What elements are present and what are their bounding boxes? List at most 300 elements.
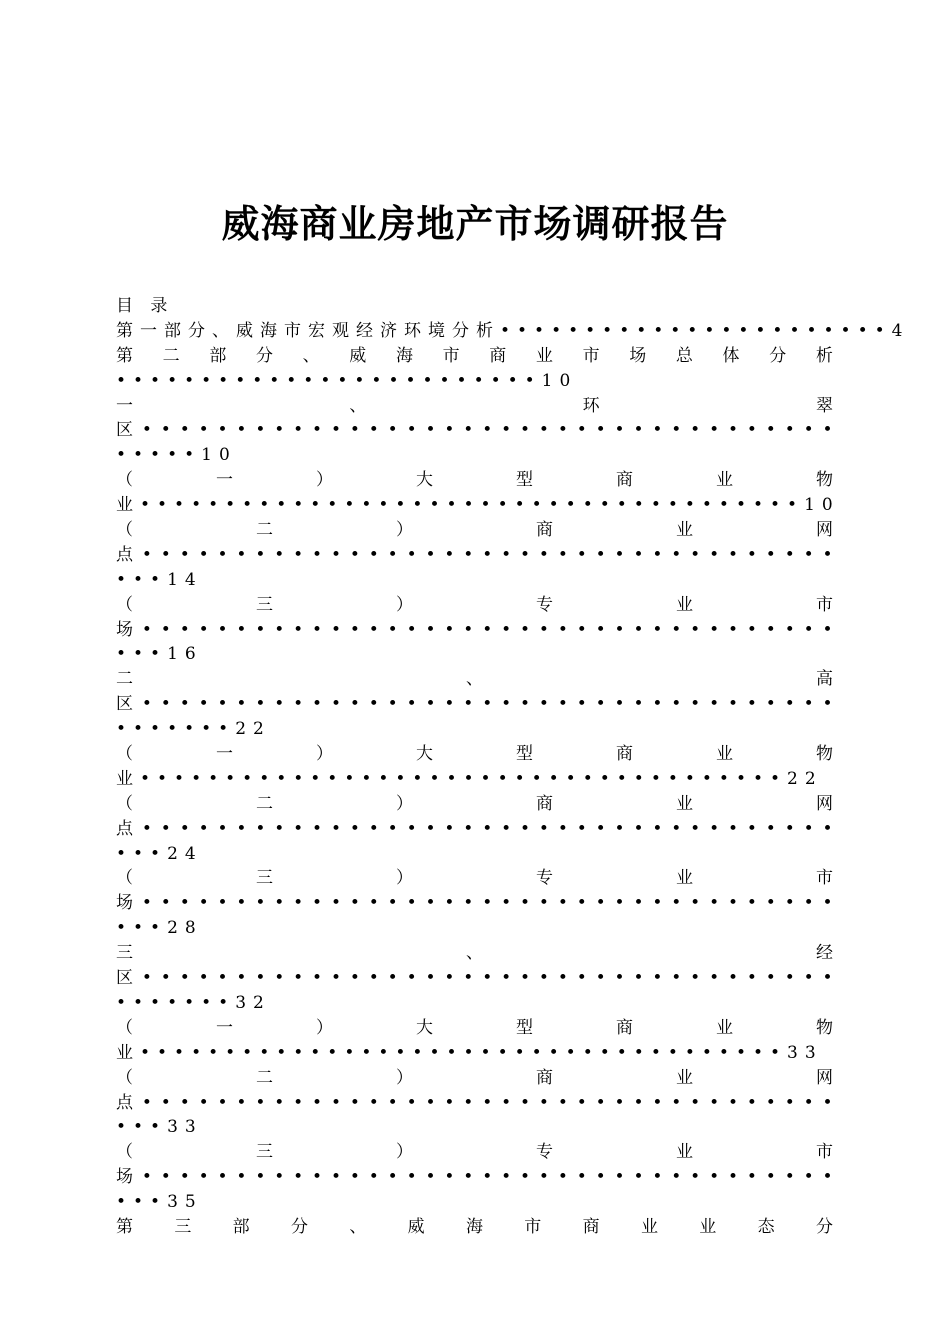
toc-char: 市 xyxy=(582,345,600,366)
toc-line xyxy=(116,667,833,692)
toc-char: • xyxy=(614,694,625,715)
toc-char: • xyxy=(274,818,285,839)
toc-line: •••••10 xyxy=(116,445,237,466)
toc-char: 物 xyxy=(816,1017,833,1038)
toc-line xyxy=(116,418,833,443)
toc-char: 二 xyxy=(256,520,273,541)
toc-char: • xyxy=(368,544,379,565)
toc-char: • xyxy=(501,893,512,914)
toc-char: • xyxy=(690,968,701,989)
toc-line xyxy=(116,792,833,817)
toc-line: •••••••22 xyxy=(116,719,271,740)
toc-char: • xyxy=(179,544,190,565)
toc-char: • xyxy=(387,420,398,441)
toc-char: • xyxy=(236,1092,247,1113)
toc-line xyxy=(116,1215,833,1240)
toc-char: 业 xyxy=(676,793,693,814)
toc-char: 网 xyxy=(816,520,833,541)
toc-char: 三 xyxy=(116,943,133,964)
toc-char: • xyxy=(765,1092,776,1113)
toc-char: • xyxy=(520,968,531,989)
toc-char: • xyxy=(444,1092,455,1113)
toc-char: • xyxy=(746,818,757,839)
toc-char: • xyxy=(595,1092,606,1113)
toc-char: • xyxy=(765,619,776,640)
toc-char: • xyxy=(444,1167,455,1188)
toc-char: • xyxy=(784,420,795,441)
toc-char: • xyxy=(463,1092,474,1113)
toc-line xyxy=(116,1140,833,1165)
toc-char: • xyxy=(463,619,474,640)
toc-char: • xyxy=(652,818,663,839)
toc-char: • xyxy=(822,420,833,441)
toc-char: 二 xyxy=(256,793,273,814)
toc-char: • xyxy=(595,420,606,441)
toc-char: • xyxy=(538,619,549,640)
toc-char: • xyxy=(444,818,455,839)
toc-char: • xyxy=(274,893,285,914)
toc-line xyxy=(116,394,833,419)
toc-char: • xyxy=(368,1167,379,1188)
toc-char: • xyxy=(633,544,644,565)
toc-char: • xyxy=(557,1167,568,1188)
toc-line xyxy=(116,1066,833,1091)
toc-line: 业••••••••••••••••••••••••••••••••••••••22 xyxy=(116,768,823,789)
toc-char: • xyxy=(482,420,493,441)
toc-char: 物 xyxy=(816,470,833,491)
toc-char: 网 xyxy=(816,1067,833,1088)
toc-char: • xyxy=(463,1167,474,1188)
toc-char: • xyxy=(822,968,833,989)
toc-char: • xyxy=(406,544,417,565)
toc-char: • xyxy=(312,1092,323,1113)
toc-line xyxy=(116,866,833,891)
toc-char: 业 xyxy=(676,1142,693,1163)
toc-char: • xyxy=(160,1092,171,1113)
toc-char: • xyxy=(368,968,379,989)
toc-lines xyxy=(116,319,910,1240)
toc-char: • xyxy=(198,420,209,441)
toc-char: • xyxy=(690,420,701,441)
toc-char: • xyxy=(293,420,304,441)
toc-line: •••33 xyxy=(116,1117,203,1138)
toc-char: 型 xyxy=(516,1017,533,1038)
toc-line xyxy=(116,966,833,991)
toc-char: • xyxy=(482,1167,493,1188)
toc-char: • xyxy=(330,420,341,441)
toc-line xyxy=(116,692,833,717)
toc-char: • xyxy=(803,420,814,441)
toc-char: • xyxy=(198,1092,209,1113)
toc-char: • xyxy=(236,1167,247,1188)
toc-char: • xyxy=(709,694,720,715)
toc-char: • xyxy=(406,1167,417,1188)
toc-char: • xyxy=(595,544,606,565)
toc-char: • xyxy=(709,619,720,640)
toc-char: • xyxy=(538,1092,549,1113)
toc-char: • xyxy=(576,893,587,914)
toc-char: 点 xyxy=(116,1092,133,1113)
toc-char: • xyxy=(179,619,190,640)
toc-char: • xyxy=(576,694,587,715)
toc-char: • xyxy=(538,694,549,715)
toc-char: （ xyxy=(116,868,133,889)
toc-char: • xyxy=(293,1167,304,1188)
toc-char: （ xyxy=(116,1067,133,1088)
toc-char: • xyxy=(633,968,644,989)
toc-char: 市 xyxy=(816,594,833,615)
toc-char: 业 xyxy=(676,594,693,615)
toc-char: 商 xyxy=(489,345,507,366)
toc-char: 型 xyxy=(516,470,533,491)
toc-char: 商 xyxy=(616,744,633,765)
toc-char: • xyxy=(784,544,795,565)
toc-char: 海 xyxy=(465,1216,483,1237)
toc-char: • xyxy=(160,893,171,914)
toc-char: • xyxy=(387,1167,398,1188)
toc-line xyxy=(116,344,833,369)
toc-char: 、 xyxy=(349,1216,367,1237)
toc-char: • xyxy=(746,694,757,715)
toc-char: （ xyxy=(116,594,133,615)
toc-char: • xyxy=(576,1167,587,1188)
toc-char: • xyxy=(425,1167,436,1188)
toc-char: • xyxy=(160,420,171,441)
toc-char: • xyxy=(822,1167,833,1188)
toc-char: 区 xyxy=(116,694,133,715)
toc-char: 网 xyxy=(816,793,833,814)
toc-char: • xyxy=(633,619,644,640)
toc-char: （ xyxy=(116,744,133,765)
toc-char: • xyxy=(387,1092,398,1113)
toc-char: • xyxy=(368,893,379,914)
toc-char: • xyxy=(709,1167,720,1188)
toc-char: • xyxy=(690,818,701,839)
toc-char: • xyxy=(652,1092,663,1113)
toc-char: • xyxy=(217,420,228,441)
toc-char: • xyxy=(463,818,474,839)
toc-char: 商 xyxy=(582,1216,600,1237)
toc-char: • xyxy=(179,968,190,989)
toc-char: • xyxy=(576,1092,587,1113)
toc-char: • xyxy=(255,1092,266,1113)
toc-char: • xyxy=(671,1092,682,1113)
toc-char: • xyxy=(330,1092,341,1113)
toc-char: • xyxy=(141,420,152,441)
toc-char: • xyxy=(274,1092,285,1113)
toc-char: • xyxy=(368,420,379,441)
toc-char: 第 xyxy=(116,1216,133,1237)
toc-char: • xyxy=(330,619,341,640)
toc-char: • xyxy=(784,1167,795,1188)
toc-char: • xyxy=(349,1092,360,1113)
toc-char: • xyxy=(444,420,455,441)
toc-char: • xyxy=(236,968,247,989)
toc-char: • xyxy=(727,694,738,715)
toc-char: • xyxy=(709,420,720,441)
toc-char: • xyxy=(765,893,776,914)
toc-char: • xyxy=(482,619,493,640)
toc-char: • xyxy=(803,619,814,640)
toc-char: • xyxy=(160,619,171,640)
toc-char: 分 xyxy=(769,345,787,366)
toc-char: • xyxy=(633,893,644,914)
toc-line: 业•••••••••••••••••••••••••••••••••••••••10 xyxy=(116,495,840,516)
toc-char: • xyxy=(141,544,152,565)
toc-line xyxy=(116,1016,833,1041)
toc-char: • xyxy=(765,968,776,989)
toc-char: • xyxy=(671,1167,682,1188)
toc-char: • xyxy=(406,619,417,640)
toc-char: • xyxy=(595,619,606,640)
toc-char: • xyxy=(520,544,531,565)
toc-char: 总 xyxy=(675,345,693,366)
toc-char: • xyxy=(482,694,493,715)
toc-char: 业 xyxy=(716,470,733,491)
toc-char: • xyxy=(501,968,512,989)
toc-char: • xyxy=(690,893,701,914)
toc-char: • xyxy=(198,694,209,715)
toc-char: • xyxy=(765,818,776,839)
toc-char: • xyxy=(425,818,436,839)
toc-char: • xyxy=(349,420,360,441)
toc-char: • xyxy=(387,619,398,640)
toc-char: • xyxy=(236,694,247,715)
toc-char: • xyxy=(236,420,247,441)
toc-char: 业 xyxy=(676,520,693,541)
toc-char: • xyxy=(236,818,247,839)
toc-char: • xyxy=(557,544,568,565)
toc-char: • xyxy=(652,968,663,989)
toc-char: 一 xyxy=(216,1017,233,1038)
toc-char: • xyxy=(255,818,266,839)
toc-char: • xyxy=(690,694,701,715)
toc-char: • xyxy=(198,619,209,640)
toc-char: ） xyxy=(316,1017,333,1038)
toc-char: • xyxy=(501,544,512,565)
toc-char: • xyxy=(406,694,417,715)
toc-char: • xyxy=(274,619,285,640)
toc-char: • xyxy=(387,968,398,989)
toc-char: 专 xyxy=(536,1142,553,1163)
toc-char: 点 xyxy=(116,818,133,839)
toc-char: • xyxy=(274,544,285,565)
toc-line: 第一部分、威海市宏观经济环境分析•••••••••••••••••••••••4 xyxy=(116,320,910,341)
toc-char: • xyxy=(425,544,436,565)
toc-char: • xyxy=(217,1092,228,1113)
toc-char: • xyxy=(501,818,512,839)
toc-char: • xyxy=(425,619,436,640)
toc-char: • xyxy=(784,619,795,640)
toc-char: ） xyxy=(396,1142,413,1163)
toc-char: • xyxy=(349,544,360,565)
toc-char: 商 xyxy=(536,520,553,541)
toc-char: • xyxy=(368,1092,379,1113)
toc-char: （ xyxy=(116,1017,133,1038)
toc-char: • xyxy=(198,893,209,914)
toc-char: • xyxy=(671,544,682,565)
toc-char: （ xyxy=(116,793,133,814)
toc-char: 二 xyxy=(116,669,133,690)
toc-char: • xyxy=(727,893,738,914)
toc-char: • xyxy=(312,420,323,441)
toc-char: 经 xyxy=(816,943,833,964)
toc-char: • xyxy=(274,968,285,989)
toc-char: • xyxy=(330,694,341,715)
toc-char: 场 xyxy=(116,619,133,640)
toc-char: • xyxy=(141,968,152,989)
toc-line xyxy=(116,468,833,493)
toc-char: • xyxy=(141,818,152,839)
toc-char: • xyxy=(803,544,814,565)
toc-char: • xyxy=(425,694,436,715)
toc-char: • xyxy=(822,1092,833,1113)
toc-char: • xyxy=(614,1092,625,1113)
toc-char: • xyxy=(141,694,152,715)
toc-char: • xyxy=(614,420,625,441)
toc-char: • xyxy=(255,1167,266,1188)
toc-line: •••35 xyxy=(116,1192,203,1213)
toc-char: • xyxy=(501,619,512,640)
toc-char: • xyxy=(746,544,757,565)
toc-char: • xyxy=(482,893,493,914)
toc-char: • xyxy=(349,1167,360,1188)
toc-char: • xyxy=(501,1092,512,1113)
toc-char: 业 xyxy=(699,1216,717,1237)
toc-char: • xyxy=(236,893,247,914)
toc-char: • xyxy=(217,1167,228,1188)
toc-line xyxy=(116,742,833,767)
toc-char: • xyxy=(217,968,228,989)
toc-char: • xyxy=(765,1167,776,1188)
table-of-contents xyxy=(116,294,910,1240)
toc-char: • xyxy=(784,694,795,715)
toc-char: • xyxy=(198,544,209,565)
toc-char: • xyxy=(141,619,152,640)
toc-char: • xyxy=(293,694,304,715)
toc-char: • xyxy=(274,1167,285,1188)
toc-char: • xyxy=(349,619,360,640)
toc-char: • xyxy=(482,818,493,839)
toc-char: • xyxy=(255,968,266,989)
toc-char: • xyxy=(633,818,644,839)
toc-char: • xyxy=(765,420,776,441)
toc-char: • xyxy=(595,1167,606,1188)
toc-char: 大 xyxy=(416,1017,433,1038)
toc-line: •••14 xyxy=(116,569,203,590)
toc-line xyxy=(116,891,833,916)
toc-char: 三 xyxy=(174,1216,192,1237)
toc-char: • xyxy=(312,694,323,715)
toc-char: • xyxy=(727,544,738,565)
toc-char: • xyxy=(765,694,776,715)
toc-char: • xyxy=(312,968,323,989)
toc-char: 大 xyxy=(416,744,433,765)
toc-char: • xyxy=(255,694,266,715)
toc-char: • xyxy=(501,1167,512,1188)
toc-char: 物 xyxy=(816,744,833,765)
toc-char: • xyxy=(690,1167,701,1188)
toc-char: • xyxy=(727,420,738,441)
toc-char: 商 xyxy=(616,1017,633,1038)
toc-char: • xyxy=(671,694,682,715)
toc-char: • xyxy=(746,420,757,441)
toc-char: 二 xyxy=(256,1067,273,1088)
toc-char: • xyxy=(293,619,304,640)
toc-char: 三 xyxy=(256,868,273,889)
toc-char: • xyxy=(690,619,701,640)
toc-char: 第 xyxy=(116,345,133,366)
toc-char: • xyxy=(198,1167,209,1188)
toc-char: • xyxy=(557,968,568,989)
toc-char: • xyxy=(425,1092,436,1113)
toc-char: 体 xyxy=(722,345,740,366)
toc-char: 业 xyxy=(535,345,553,366)
toc-line: •••16 xyxy=(116,644,203,665)
toc-char: • xyxy=(690,544,701,565)
toc-char: • xyxy=(727,818,738,839)
toc-char: • xyxy=(387,544,398,565)
toc-char: • xyxy=(709,544,720,565)
toc-char: • xyxy=(633,694,644,715)
toc-char: • xyxy=(160,968,171,989)
toc-char: • xyxy=(520,818,531,839)
toc-char: • xyxy=(179,1167,190,1188)
toc-char: 市 xyxy=(816,868,833,889)
toc-char: （ xyxy=(116,520,133,541)
toc-char: 二 xyxy=(162,345,180,366)
toc-char: • xyxy=(520,420,531,441)
toc-char: • xyxy=(727,619,738,640)
toc-char: • xyxy=(671,968,682,989)
toc-char: • xyxy=(349,818,360,839)
toc-char: 高 xyxy=(816,669,833,690)
toc-line: •••24 xyxy=(116,843,203,864)
toc-char: • xyxy=(406,968,417,989)
toc-char: • xyxy=(255,420,266,441)
toc-char: • xyxy=(330,544,341,565)
toc-heading: 目 录 xyxy=(116,296,174,316)
toc-char: • xyxy=(557,619,568,640)
toc-char: • xyxy=(501,420,512,441)
toc-char: • xyxy=(822,544,833,565)
toc-char: • xyxy=(179,893,190,914)
toc-line xyxy=(116,593,833,618)
toc-char: ） xyxy=(316,744,333,765)
toc-char: • xyxy=(406,1092,417,1113)
toc-char: 商 xyxy=(536,1067,553,1088)
toc-char: 、 xyxy=(466,943,483,964)
toc-char: • xyxy=(633,1092,644,1113)
toc-char: 商 xyxy=(536,793,553,814)
toc-char: • xyxy=(671,420,682,441)
toc-char: • xyxy=(803,1092,814,1113)
toc-char: • xyxy=(709,968,720,989)
toc-char: • xyxy=(217,544,228,565)
toc-char: • xyxy=(406,893,417,914)
toc-char: 三 xyxy=(256,594,273,615)
toc-char: • xyxy=(444,694,455,715)
toc-char: • xyxy=(803,1167,814,1188)
toc-char: • xyxy=(520,694,531,715)
toc-char: • xyxy=(614,818,625,839)
toc-char: • xyxy=(330,1167,341,1188)
toc-char: • xyxy=(822,619,833,640)
toc-char: 专 xyxy=(536,594,553,615)
toc-char: • xyxy=(784,893,795,914)
toc-char: • xyxy=(727,968,738,989)
toc-char: • xyxy=(482,1092,493,1113)
